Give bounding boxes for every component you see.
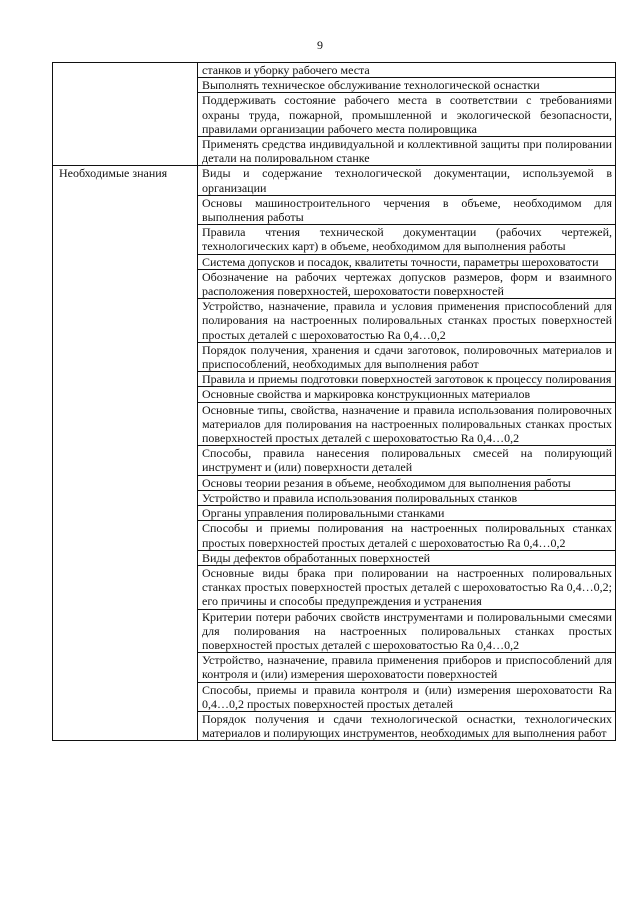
knowledge-item: Основные свойства и маркировка конструкционных материалов xyxy=(198,387,616,402)
table-row xyxy=(53,63,616,78)
knowledge-item: Устройство, назначение, правила и условия применения приспособлений для полирования на настроенных полировальных станках простых поверхностей простых деталей с шероховатостью Ra 0,4…0,2 xyxy=(198,299,616,343)
page-number: 9 xyxy=(317,38,323,52)
knowledge-item: Система допусков и посадок, квалитеты точности, параметры шероховатости xyxy=(198,254,616,269)
knowledge-item: Правила чтения технической документации (рабочих чертежей, технологических карт) в объеме, необходимом для выполнения работы xyxy=(198,225,616,254)
knowledge-item: Основные виды брака при полировании на настроенных полировальных станках простых поверхностей простых деталей с шероховатостью Ra 0,4…0,2; его причины и способы предупреждения и устранения xyxy=(198,565,616,609)
knowledge-item: Способы и приемы полирования на настроенных полировальных станках простых поверхностей простых деталей с шероховатостью Ra 0,4…0,2 xyxy=(198,521,616,550)
skill-item: Поддерживать состояние рабочего места в соответствии с требованиями охраны труда, пожарной, промышленной и экологической безопасности, правилами организации рабочего места полировщика xyxy=(198,93,616,137)
table-row xyxy=(53,166,616,195)
knowledge-item: Основы теории резания в объеме, необходимом для выполнения работы xyxy=(198,475,616,490)
knowledge-item: Способы, правила нанесения полировальных смесей на полирующий инструмент и (или) поверхности деталей xyxy=(198,446,616,475)
knowledge-item: Правила и приемы подготовки поверхностей заготовок к процессу полирования xyxy=(198,372,616,387)
knowledge-item: Виды дефектов обработанных поверхностей xyxy=(198,550,616,565)
skill-item: станков и уборку рабочего места xyxy=(198,63,616,78)
knowledge-item: Основные типы, свойства, назначение и правила использования полировочных материалов для полирования на настроенных полировальных станках простых поверхностей простых деталей с шероховатостью Ra 0,4…0,2 xyxy=(198,402,616,446)
knowledge-label: Необходимые знания xyxy=(53,166,198,741)
knowledge-item: Устройство и правила использования полировальных станков xyxy=(198,490,616,505)
skill-item: Применять средства индивидуальной и коллективной защиты при полировании детали на полировальном станке xyxy=(198,137,616,166)
knowledge-item: Органы управления полировальными станками xyxy=(198,506,616,521)
knowledge-item: Обозначение на рабочих чертежах допусков размеров, форм и взаимного расположения поверхностей, шероховатости поверхностей xyxy=(198,269,616,298)
knowledge-item: Виды и содержание технологической документации, используемой в организации xyxy=(198,166,616,195)
knowledge-item: Способы, приемы и правила контроля и (или) измерения шероховатости Ra 0,4…0,2 простых поверхностей простых деталей xyxy=(198,682,616,711)
knowledge-item: Критерии потери рабочих свойств инструментами и полировальными смесями для полирования на настроенных полировальных станках простых поверхностей простых деталей с шероховатостью Ra 0,4…0,2 xyxy=(198,609,616,653)
knowledge-item: Основы машиностроительного черчения в объеме, необходимом для выполнения работы xyxy=(198,195,616,224)
knowledge-item: Порядок получения и сдачи технологической оснастки, технологических материалов и полирующих инструментов, необходимых для выполнения работ xyxy=(198,711,616,740)
knowledge-item: Устройство, назначение, правила применения приборов и приспособлений для контроля и (или) измерения шероховатости поверхностей xyxy=(198,653,616,682)
requirements-table xyxy=(52,62,616,741)
knowledge-item: Порядок получения, хранения и сдачи заготовок, полировочных материалов и приспособлений, необходимых для выполнения работ xyxy=(198,342,616,371)
skills-label-cell xyxy=(53,63,198,166)
skill-item: Выполнять техническое обслуживание технологической оснастки xyxy=(198,78,616,93)
